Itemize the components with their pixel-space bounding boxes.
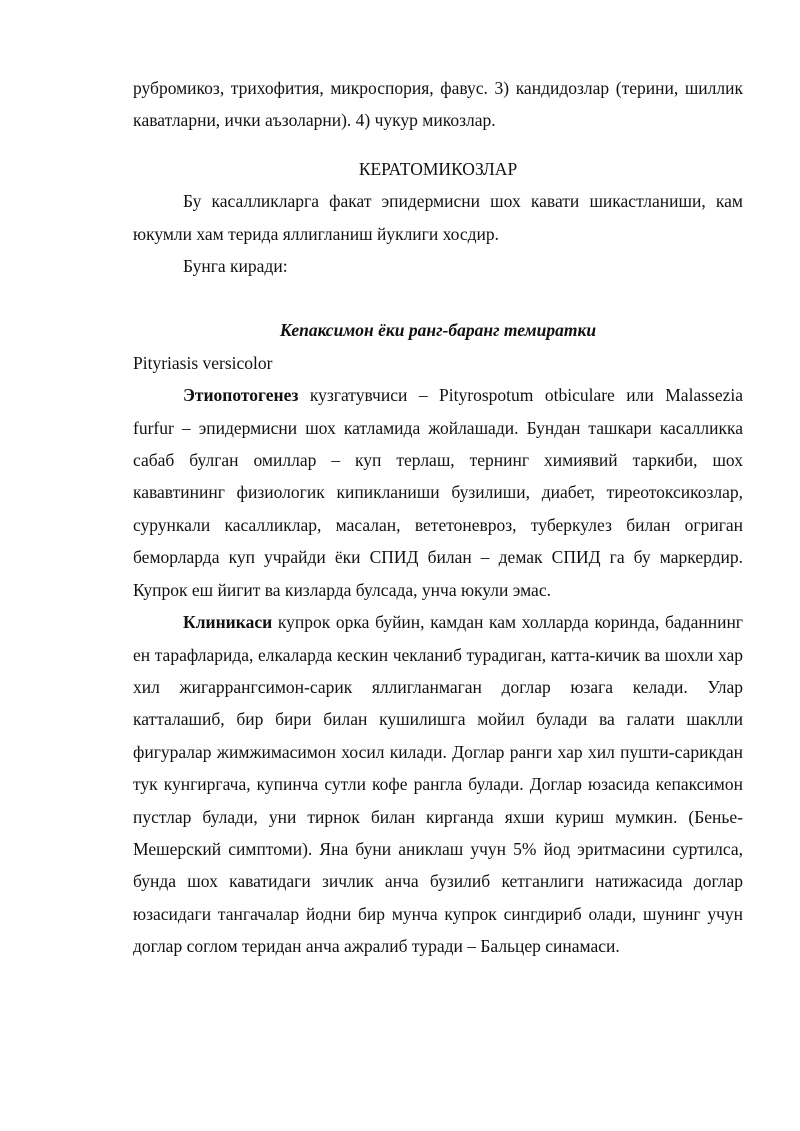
disease-heading: Кепаксимон ёки ранг-баранг темиратки: [279, 320, 597, 341]
disease-latin-name: Pityriasis versicolor: [133, 352, 273, 373]
etiology-text: кузгатувчиси – Pityrospotum otbiculare или Malassezia furfur – эпидермисни шох катламида жойлашади. Бундан ташкари касалликка сабаб булган омиллар – куп терлаш, тернинг химиявий таркиби, шох кававтининг физиологик кипикланиши бузилиши, диабет, тиреотоксикозлар, сурункали касалликлар, масалан, вететоневроз, туберкулез билан огриган беморларда куп учрайди ёки СПИД билан – демак СПИД га бу маркердир. Купрок еш йигит ва кизларда булсада, унча юкули эмас.: [133, 385, 743, 600]
clinic-text: купрок орка буйин, камдан кам холларда коринда, баданнинг ен тарафларида, елкаларда кескин чекланиб турадиган, катта-кичик ва шохли хар хил жигаррангсимон-сарик яллигланмаган доглар юзага келади. Улар катталашиб, бир бири билан кушилишга мойил булади ва галати шаклли фигуралар жимжимасимон хосил килади. Доглар ранги хар хил пушти-сарикдан тук кунгиргача, купинча сутли кофе рангла булади. Доглар юзасида кепаксимон пустлар булади, уни тирнок билан кирганда яхши куриш мумкин. (Бенье-Мешерский симптоми). Яна буни аниклаш учун 5% йод эритмасини суртилса, бунда шох каватидаги зичлик анча бузилиб кетганлиги натижасида доглар юзасидаги тангачалар йодни бир мунча купрок сингдириб олади, шунинг учун доглар соглом теридан анча ажралиб туради – Бальцер синамаси.: [133, 612, 743, 957]
etiology-term: Этиопотогенез: [183, 385, 299, 406]
clinic-term: Клиникаси: [183, 612, 273, 633]
section-description: Бу касалликларга факат эпидермисни шох кавати шикастланиши, кам юкумли хам терида яллигланиш йуклиги хосдир.: [133, 191, 743, 244]
includes-label: Бунга киради:: [183, 256, 288, 277]
clinic-paragraph: [133, 606, 743, 962]
section-heading: КЕРАТОМИКОЗЛАР: [358, 158, 518, 179]
document-page: [133, 72, 743, 963]
etiology-paragraph: [133, 379, 743, 606]
intro-paragraph: рубромикоз, трихофития, микроспория, фавус. 3) кандидозлар (терини, шиллик кaватларни, ички аъзоларни). 4) чукур микозлар.: [133, 78, 743, 131]
